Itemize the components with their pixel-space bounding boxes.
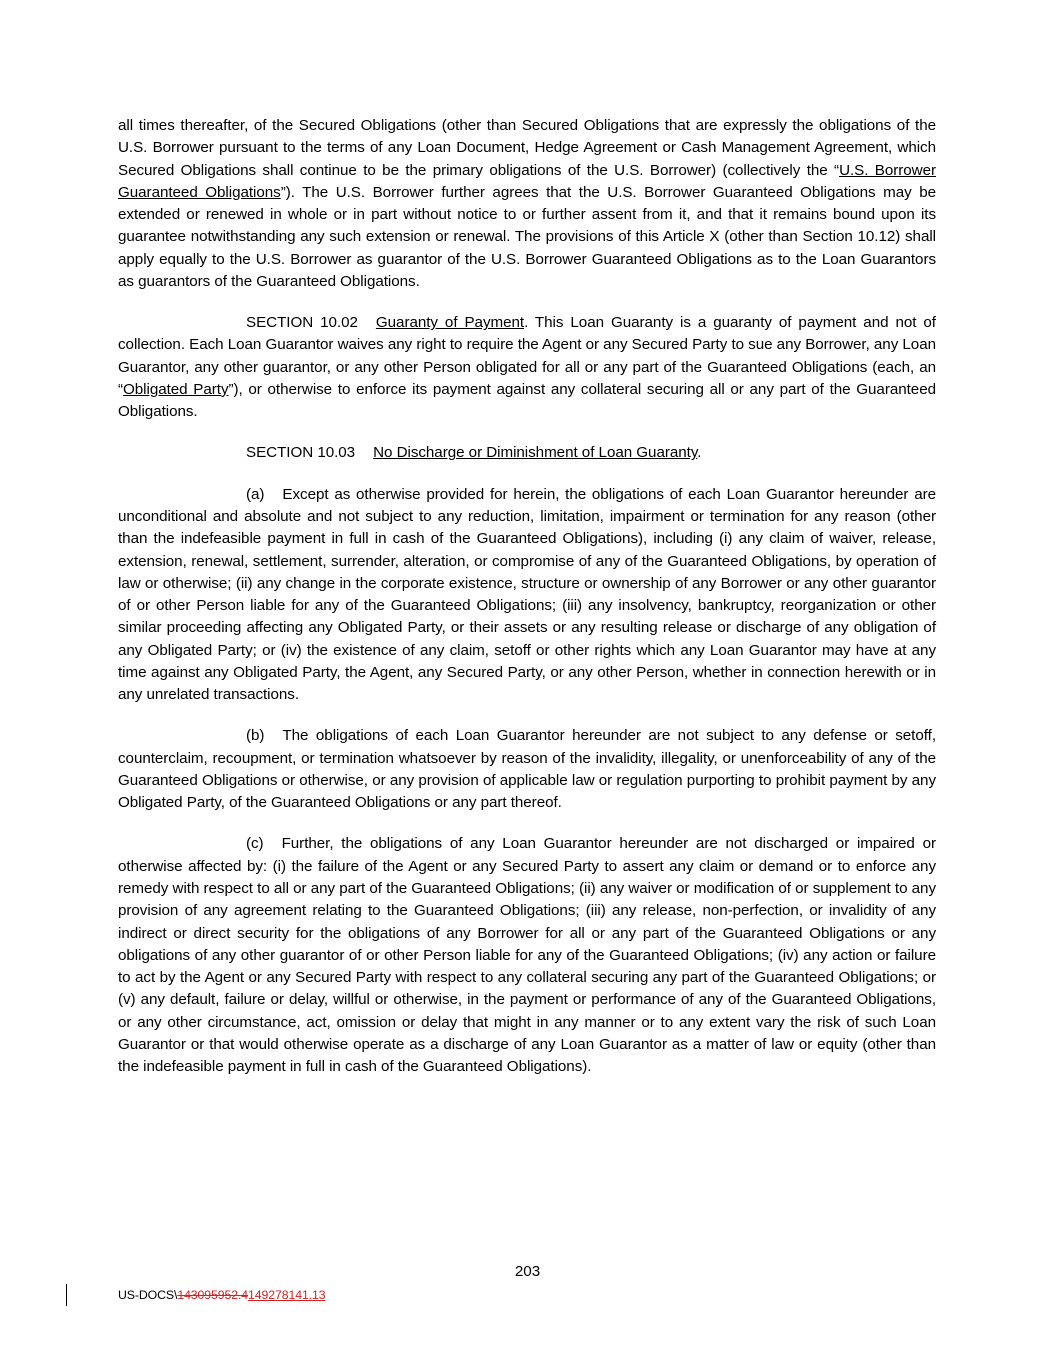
- clause-b-label: (b): [246, 727, 265, 745]
- section-10-02-heading: Guaranty of Payment: [375, 314, 525, 332]
- document-footer: [118, 1288, 326, 1302]
- page-number: 203: [514, 1263, 541, 1280]
- defined-term-us-borrower-guaranteed-obligations: U.S. Borrower Guaranteed Obligations: [118, 161, 936, 201]
- section-10-02-number: SECTION 10.02: [246, 314, 358, 332]
- clause-a-text: Except as otherwise provided for herein, the obligations of each Loan Guarantor hereunder are unconditional and absolute and not subject to any reduction, limitation, impairment or termination for any reason (other than the indefeasible payment in full in cash of the Guaranteed Obligations), including (i) any claim of waiver, release, extension, renewal, settlement, surrender, alteration, or compromise of any of the Guaranteed Obligations, by operation of law or otherwise; (ii) any change in the corporate existence, structure or ownership of any Borrower or any other guarantor of or other Person liable for any of the Guaranteed Obligations; (iii) any insolvency, bankruptcy, reorganization or other similar proceeding affecting any Obligated Party, or their assets or any resulting release or discharge of any obligation of any Obligated Party; or (iv) the existence of any claim, setoff or other rights which any Loan Guarantor may have at any time against any Obligated Party, the Agent, any Secured Party, or any other Person, whether in connection herewith or in any unrelated transactions.: [118, 485, 936, 704]
- clause-c-text: Further, the obligations of any Loan Guarantor hereunder are not discharged or impaired or otherwise affected by: (i) the failure of the Agent or any Secured Party to assert any claim or demand or to enforce any remedy with respect to all or any part of the Guaranteed Obligations; (ii) any waiver or modification of or supplement to any provision of any agreement relating to the Guaranteed Obligations; (iii) any release, non-perfection, or invalidity of any indirect or direct security for the obligations of any Borrower for all or any part of the Guaranteed Obligations or any obligations of any other guarantor of or other Person liable for any of the Guaranteed Obligations; (iv) any action or failure to act by the Agent or any Secured Party with respect to any collateral securing any part of the Guaranteed Obligations; or (v) any default, failure or delay, willful or otherwise, in the payment or performance of any of the Guaranteed Obligations, or any other circumstance, act, omission or delay that might in any manner or to any extent vary the risk of such Loan Guarantor or that would otherwise operate as a discharge of any Loan Guarantor as a matter of law or equity (other than the indefeasible payment in full in cash of the Guaranteed Obligations).: [118, 835, 936, 1076]
- clause-c-label: (c): [246, 835, 264, 853]
- paragraph-continuation: [118, 115, 936, 293]
- revision-change-bar: [66, 1284, 67, 1306]
- paragraph-text-part-2: ”). The U.S. Borrower further agrees that the U.S. Borrower Guaranteed Obligations may be extended or renewed in whole or in part without notice to or further assent from it, and that it remains bound upon its guarantee notwithstanding any such extension or renewal. The provisions of this Article X (other than Section 10.12) shall apply equally to the U.S. Borrower as guarantor of the U.S. Borrower Guaranteed Obligations as to the Loan Guarantors as guarantors of the Guaranteed Obligations.: [118, 183, 936, 290]
- clause-c: [118, 833, 936, 1078]
- clause-a-label: (a): [246, 485, 265, 503]
- section-10-03-heading-line: [118, 442, 936, 464]
- clause-b: [118, 725, 936, 814]
- defined-term-obligated-party: Obligated Party: [123, 380, 229, 398]
- section-10-02: [118, 312, 936, 423]
- paragraph-text-part-1: all times thereafter, of the Secured Obligations (other than Secured Obligations that are expressly the obligations of the U.S. Borrower pursuant to the terms of any Loan Document, Hedge Agreement or Cash Management Agreement, which Secured Obligations shall continue to be the primary obligations of the U.S. Borrower) (collectively the “: [118, 117, 936, 179]
- document-body: [118, 115, 936, 1078]
- section-10-02-text-part-2: ”), or otherwise to enforce its payment against any collateral securing all or any part of the Guaranteed Obligations.: [118, 380, 936, 421]
- footer-inserted-docnumber: 149278141.13: [248, 1288, 326, 1302]
- section-10-02-text-part-1: . This Loan Guaranty is a guaranty of payment and not of collection. Each Loan Guarantor waives any right to require the Agent or any Secured Party to sue any Borrower, any Loan Guarantor, any other guarantor, or any other Person obligated for all or any part of the Guaranteed Obligations (each, an “: [118, 314, 936, 398]
- clause-a: [118, 484, 936, 707]
- section-10-03-heading-period: .: [697, 444, 702, 462]
- footer-prefix: US-DOCS\: [118, 1288, 178, 1302]
- section-10-03-heading: No Discharge or Diminishment of Loan Guaranty: [373, 444, 698, 462]
- footer-deleted-docnumber: 143095952.4: [177, 1288, 249, 1302]
- clause-b-text: The obligations of each Loan Guarantor hereunder are not subject to any defense or setoff, counterclaim, recoupment, or termination whatsoever by reason of the invalidity, illegality, or unenforceability of any of the Guaranteed Obligations or otherwise, or any provision of applicable law or regulation purporting to prohibit payment by any Obligated Party, of the Guaranteed Obligations or any part thereof.: [118, 727, 936, 812]
- section-10-03-number: SECTION 10.03: [246, 444, 356, 462]
